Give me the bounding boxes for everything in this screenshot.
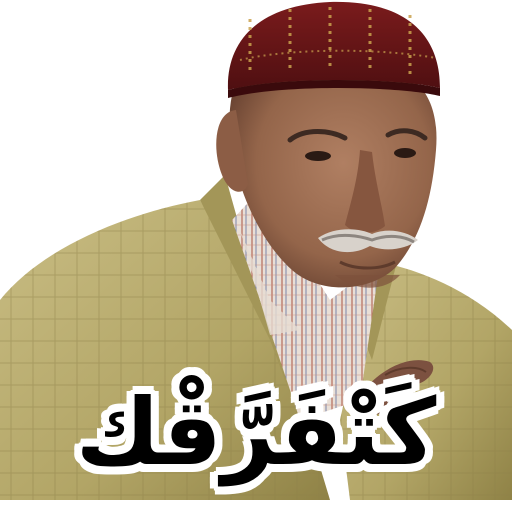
- cap: [228, 2, 440, 98]
- arabic-caption: كَتْفَرَّقْك: [75, 379, 437, 486]
